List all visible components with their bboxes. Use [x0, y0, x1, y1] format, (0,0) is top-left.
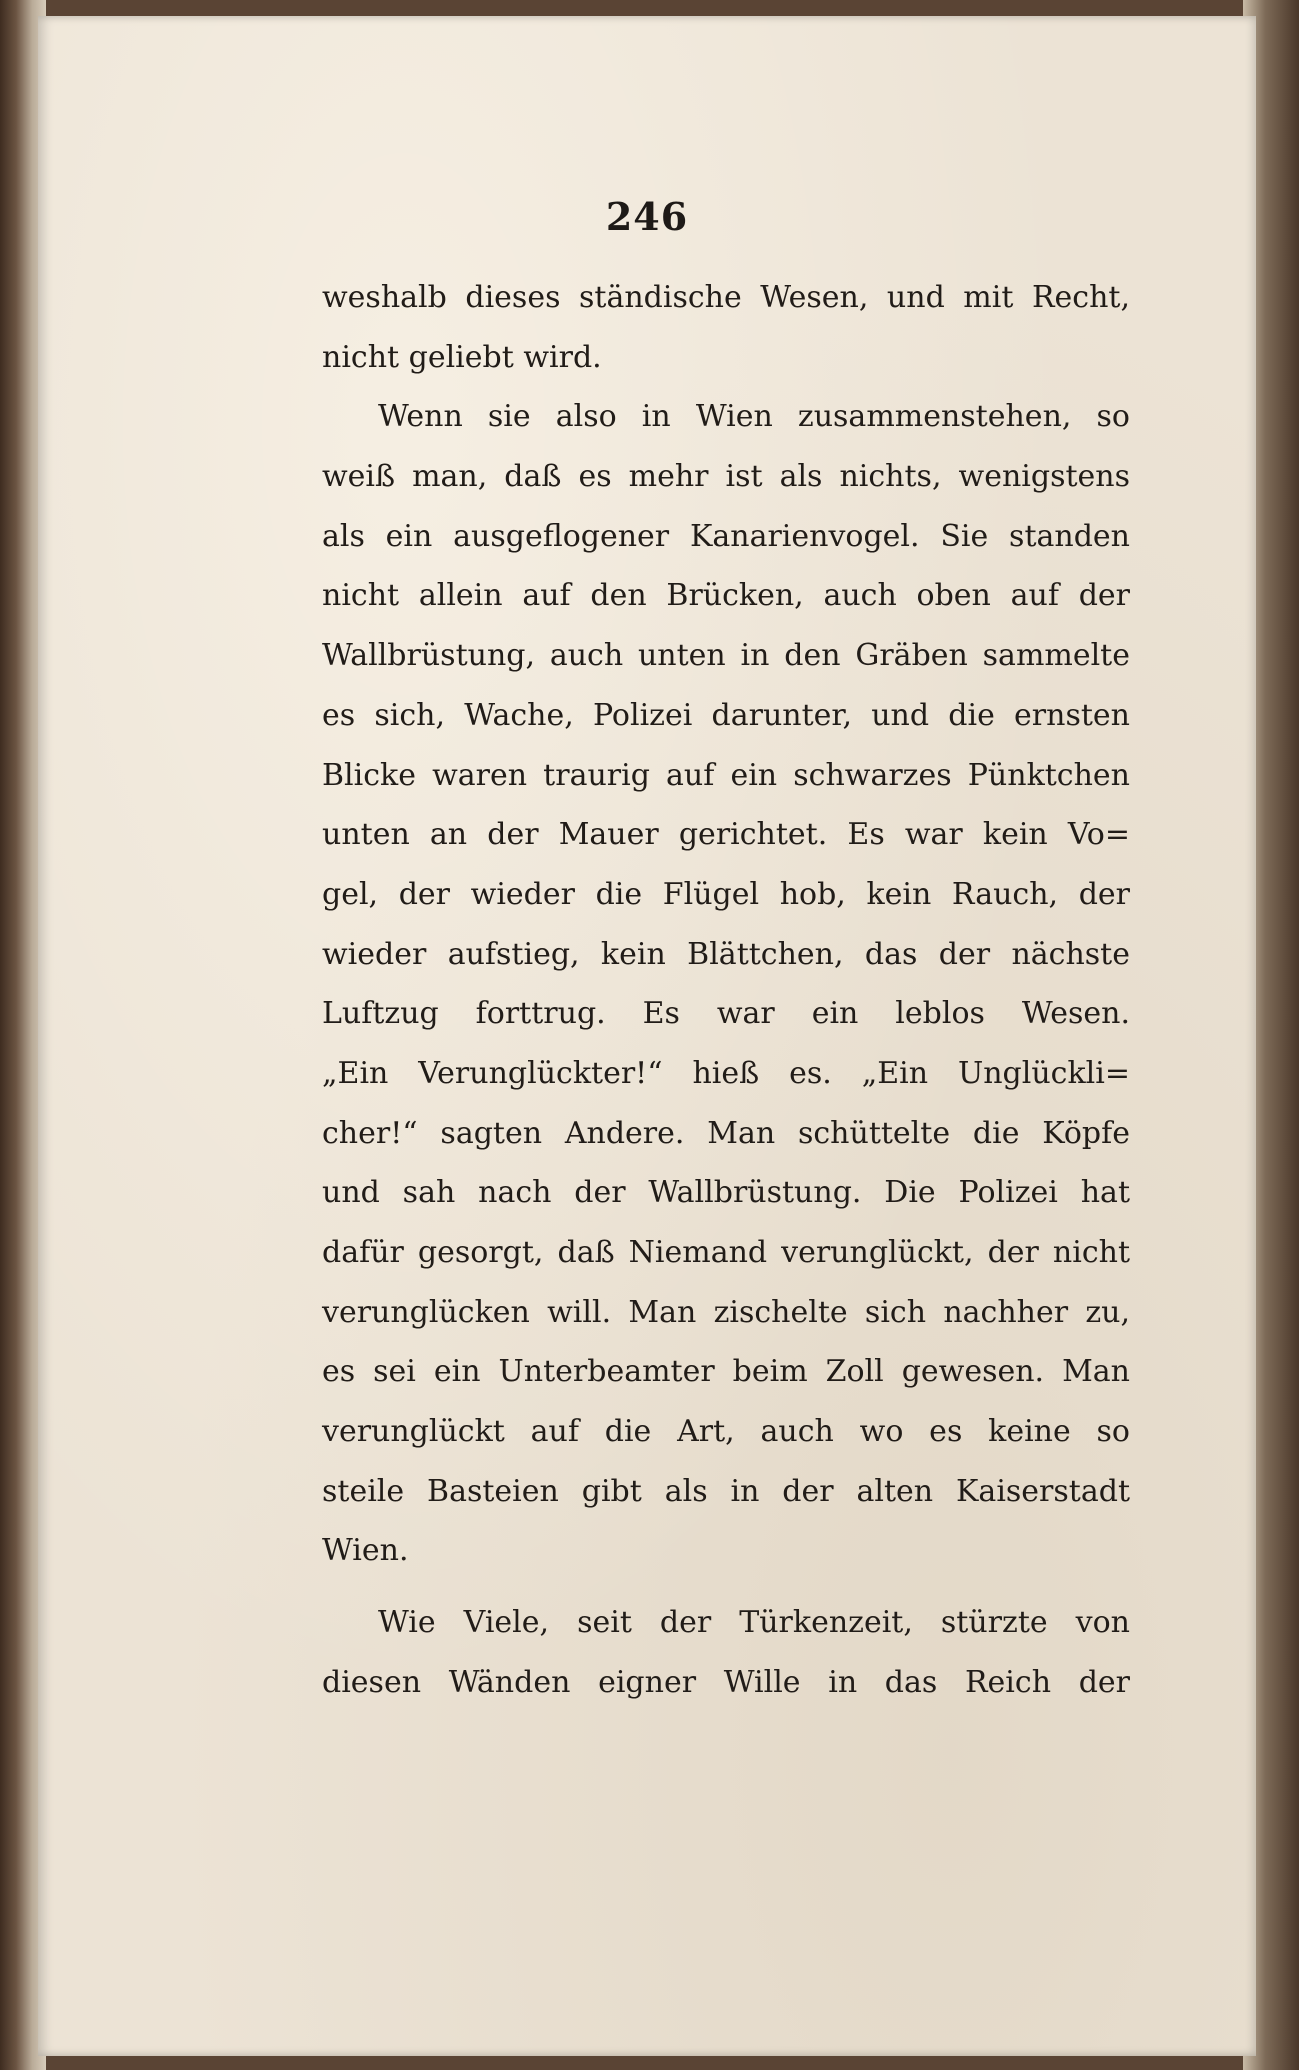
text-line: als ein ausgeflogener Kanarienvogel. Sie standen [322, 518, 1130, 554]
text-line: Wenn sie also in Wien zusammenstehen, so [378, 399, 1130, 435]
text-line: wieder aufstieg, kein Blättchen, das der nächste [322, 936, 1130, 972]
text-line: weshalb dieses ständische Wesen, und mit Recht, [322, 280, 1130, 315]
text-line: es sich, Wache, Polizei darunter, und die ernsten [322, 697, 1130, 733]
text-line: nicht allein auf den Brücken, auch oben auf der [322, 578, 1130, 614]
page-body-text [322, 268, 1130, 1713]
text-line: Blicke waren traurig auf ein schwarzes Pünktchen [322, 757, 1130, 793]
text-line: und sah nach der Wallbrüstung. Die Polizei hat [322, 1175, 1130, 1211]
text-line: „Ein Verunglückter!“ hieß es. „Ein Unglückli= [322, 1055, 1130, 1091]
text-line: steile Basteien gibt als in der alten Kaiserstadt [322, 1473, 1130, 1509]
text-line: Wien. [322, 1533, 409, 1569]
text-line: Wie Viele, seit der Türkenzeit, stürzte von [378, 1605, 1130, 1641]
text-line: verunglückt auf die Art, auch wo es keine so [322, 1414, 1130, 1450]
text-line: Luftzug forttrug. Es war ein leblos Wesen. [322, 996, 1130, 1032]
text-line: nicht geliebt wird. [322, 339, 602, 375]
text-line: Wallbrüstung, auch unten in den Gräben sammelte [322, 638, 1130, 674]
text-line: weiß man, daß es mehr ist als nichts, wenigstens [322, 459, 1130, 495]
page-number: 246 [605, 194, 689, 239]
text-line: diesen Wänden eigner Wille in das Reich der [322, 1664, 1130, 1700]
text-line: cher!“ sagten Andere. Man schüttelte die Köpfe [322, 1115, 1130, 1151]
text-line: verunglücken will. Man zischelte sich nachher zu, [322, 1294, 1130, 1330]
text-line: unten an der Mauer gerichtet. Es war kein Vo= [322, 817, 1130, 853]
text-line: dafür gesorgt, daß Niemand verunglückt, der nicht [322, 1235, 1130, 1270]
text-line: es sei ein Unterbeamter beim Zoll gewesen. Man [322, 1354, 1130, 1390]
text-line: gel, der wieder die Flügel hob, kein Rauch, der [322, 876, 1130, 912]
